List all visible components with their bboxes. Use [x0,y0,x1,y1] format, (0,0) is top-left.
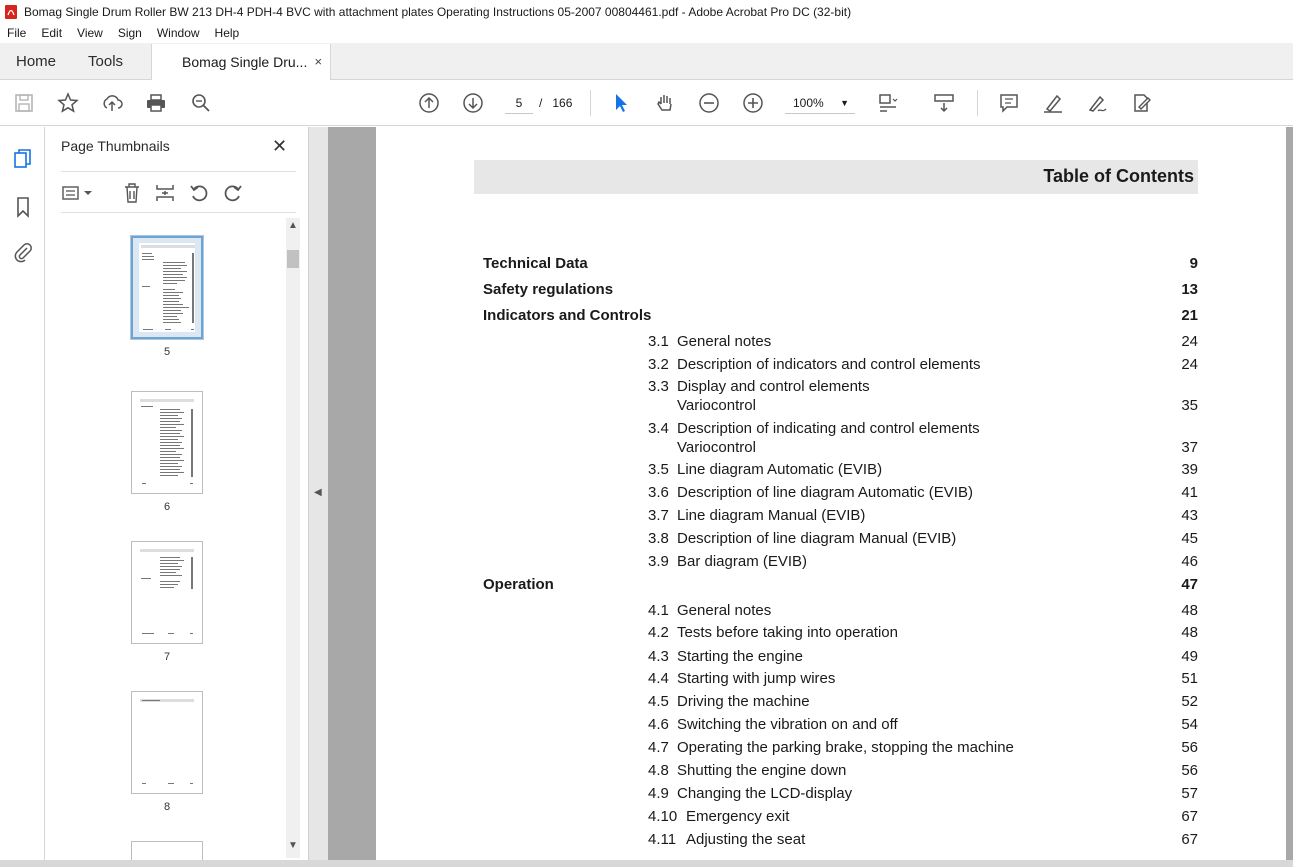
toc-section-number: 4.7 [648,739,669,756]
toc-section-number: 4.10 [648,808,678,825]
thumbnail-label: 7 [163,651,171,663]
toc-chapter-title: Safety regulations [483,281,614,298]
toc-page-number: 48 [1181,602,1198,619]
delete-icon[interactable] [121,182,143,204]
scroll-down-icon[interactable]: ▼ [288,840,298,851]
scroll-mode-icon[interactable] [932,91,956,115]
pdf-page [376,127,1286,867]
toc-page-number: 47 [1181,576,1198,593]
page-thumbnails-icon[interactable] [11,147,35,171]
toc-section-title: Bar diagram (EVIB) [677,553,808,570]
panel-title: Page Thumbnails [61,138,170,154]
chevron-down-icon[interactable] [83,182,93,204]
sign-icon[interactable] [1085,91,1109,115]
toc-section-number: 4.1 [648,602,669,619]
toc-page-number: 57 [1181,785,1198,802]
thumbnail-list [61,223,286,863]
toc-section-number: 3.8 [648,530,669,547]
thumbnail-scrollbar[interactable] [286,218,300,858]
insert-page-icon[interactable] [154,182,176,204]
zoom-out-icon[interactable] [697,91,721,115]
tab-close-icon[interactable]: × [314,54,323,69]
title-bar [0,0,1293,23]
menu-bar [0,23,1293,43]
thumbnail-image [138,547,196,638]
menu-help[interactable]: Help [214,26,240,40]
toc-section-title-continued: Variocontrol [677,397,756,414]
toc-section-number: 4.8 [648,762,669,779]
toc-page-number: 24 [1181,356,1198,373]
toc-section-title: Adjusting the seat [686,831,806,848]
menu-window[interactable]: Window [156,26,200,40]
toc-section-title-continued: Variocontrol [677,439,756,456]
thumbnail-preview [139,243,197,333]
toc-section-title: Display and control elements [677,378,870,395]
scroll-up-icon[interactable]: ▲ [288,220,298,231]
toc-page-number: 24 [1181,333,1198,350]
toc-section-number: 4.6 [648,716,669,733]
page-total [539,92,572,114]
thumbnail-label: 5 [163,346,171,358]
toc-page-number: 49 [1181,648,1198,665]
toc-page-number: 21 [1181,307,1198,324]
thumbnail-page-8[interactable] [131,691,203,794]
toc-title: Table of Contents [1043,166,1194,186]
print-icon[interactable] [144,91,168,115]
thumbnail-page-7[interactable] [131,541,203,644]
toc-section-number: 4.3 [648,648,669,665]
left-rail [0,127,45,867]
acrobat-app-icon [4,5,18,19]
toc-page-number: 51 [1181,670,1198,687]
panel-toolbar [61,171,296,213]
highlight-icon[interactable] [1041,91,1065,115]
toc-page-number: 54 [1181,716,1198,733]
select-arrow-icon[interactable] [609,91,633,115]
edit-pdf-icon[interactable] [1129,91,1153,115]
toc-section-number: 4.4 [648,670,669,687]
toc-section-title: Operating the parking brake, stopping the machine [677,739,1014,756]
toc-section-number: 3.1 [648,333,669,350]
toc-page-number: 39 [1181,461,1198,478]
zoom-value: 100% [793,96,824,110]
toc-section-title: Description of indicators and control elements [677,356,981,373]
document-viewer[interactable] [328,127,1293,867]
toc-section-number: 3.2 [648,356,669,373]
attachment-icon[interactable] [11,240,35,264]
toc-section-number: 3.5 [648,461,669,478]
main-toolbar [0,80,1293,126]
tab-document-label: Bomag Single Dru... [182,54,308,70]
toc-section-number: 3.6 [648,484,669,501]
page-separator: / [539,96,543,110]
toc-page-number: 48 [1181,624,1198,641]
zoom-in-icon[interactable] [741,91,765,115]
toc-section-title: Changing the LCD-display [677,785,853,802]
toc-section-number: 4.2 [648,624,669,641]
rotate-left-icon[interactable] [188,182,210,204]
thumbnail-preview [138,397,196,487]
toc-section-title: Emergency exit [686,808,790,825]
tab-bar [0,43,1293,80]
save-icon[interactable] [12,91,36,115]
toc-page-number: 67 [1181,831,1198,848]
toc-section-title: Line diagram Manual (EVIB) [677,507,866,524]
toc-page-number: 43 [1181,507,1198,524]
chevron-down-icon: ▼ [840,98,849,108]
rotate-right-icon[interactable] [222,182,244,204]
toc-chapter-title: Operation [483,576,554,593]
toc-page-number: 35 [1181,397,1198,414]
toc-section-title: Tests before taking into operation [677,624,898,641]
toc-page-number: 46 [1181,553,1198,570]
thumbnail-image [138,397,196,488]
toc-section-title: General notes [677,602,772,619]
toc-page-number: 41 [1181,484,1198,501]
toc-section-title: Shutting the engine down [677,762,847,779]
page-down-icon[interactable] [461,91,485,115]
toc-section-number: 3.9 [648,553,669,570]
total-pages: 166 [552,96,573,110]
menu-edit[interactable]: Edit [41,26,63,40]
toc-section-title: Line diagram Automatic (EVIB) [677,461,883,478]
toc-section-number: 4.5 [648,693,669,710]
toc-page-number: 9 [1189,255,1198,272]
toc-section-title: Description of line diagram Automatic (EVIB) [677,484,973,501]
thumbnail-preview [138,697,196,787]
collapse-panel-icon[interactable]: ◀ [314,487,322,498]
thumbnail-page-5[interactable] [131,236,203,339]
toc-section-number: 3.3 [648,378,669,395]
toc-section-title: Description of indicating and control elements [677,420,980,437]
zoom-select[interactable] [785,92,855,114]
panel-close-icon[interactable]: ✕ [272,136,288,156]
upload-icon[interactable] [100,91,124,115]
toolbar-divider [977,90,978,116]
thumbnail-label: 6 [163,501,171,513]
thumbnail-preview [138,547,196,637]
star-icon[interactable] [56,91,80,115]
toc-chapter-title: Indicators and Controls [483,307,652,324]
toc-page-number: 67 [1181,808,1198,825]
toc-page-number: 13 [1181,281,1198,298]
menu-sign[interactable]: Sign [117,26,142,40]
toc-page-number: 37 [1181,439,1198,456]
thumbnail-label: 8 [163,801,171,813]
toc-section-title: General notes [677,333,772,350]
comment-icon[interactable] [997,91,1021,115]
tab-document[interactable] [151,44,331,80]
search-icon[interactable] [189,91,213,115]
menu-file[interactable]: File [7,26,27,40]
toc-section-number: 3.4 [648,420,669,437]
thumbnail-page-6[interactable] [131,391,203,494]
page-up-icon[interactable] [417,91,441,115]
fit-page-icon[interactable] [876,91,900,115]
toolbar-divider [590,90,591,116]
menu-view[interactable]: View [77,26,103,40]
toc-page-number: 56 [1181,739,1198,756]
bookmark-icon[interactable] [11,195,35,219]
thumbnail-image [138,697,196,788]
page-thumbnails-panel [46,127,308,867]
toc-section-title: Starting the engine [677,648,803,665]
toc-page-number: 52 [1181,693,1198,710]
toc-page-number: 45 [1181,530,1198,547]
toc-section-number: 4.9 [648,785,669,802]
scrollbar-thumb[interactable] [287,250,299,268]
hand-icon[interactable] [653,91,677,115]
thumbnail-image [139,243,195,332]
toc-header [474,160,1198,194]
toc-section-title: Description of line diagram Manual (EVIB) [677,530,957,547]
horizontal-scrollbar[interactable] [0,860,1293,867]
panel-splitter[interactable] [308,127,328,867]
window-title: Bomag Single Drum Roller BW 213 DH-4 PDH-4 BVC with attachment plates Operating Instructions 05-2007 00804461.pdf - Adobe Acrobat Pro DC (32-bit) [24,4,852,19]
thumbnail-options-icon[interactable] [61,182,83,204]
toc-chapter-title: Technical Data [483,255,588,272]
toc-page-number: 56 [1181,762,1198,779]
toc-section-title: Switching the vibration on and off [677,716,898,733]
tab-tools[interactable]: Tools [88,52,124,70]
toc-section-number: 4.11 [648,831,677,848]
tab-home[interactable]: Home [16,52,57,70]
toc-section-title: Driving the machine [677,693,810,710]
toc-section-title: Starting with jump wires [677,670,836,687]
page-number-input[interactable]: 5 [505,92,533,114]
toc-section-number: 3.7 [648,507,669,524]
